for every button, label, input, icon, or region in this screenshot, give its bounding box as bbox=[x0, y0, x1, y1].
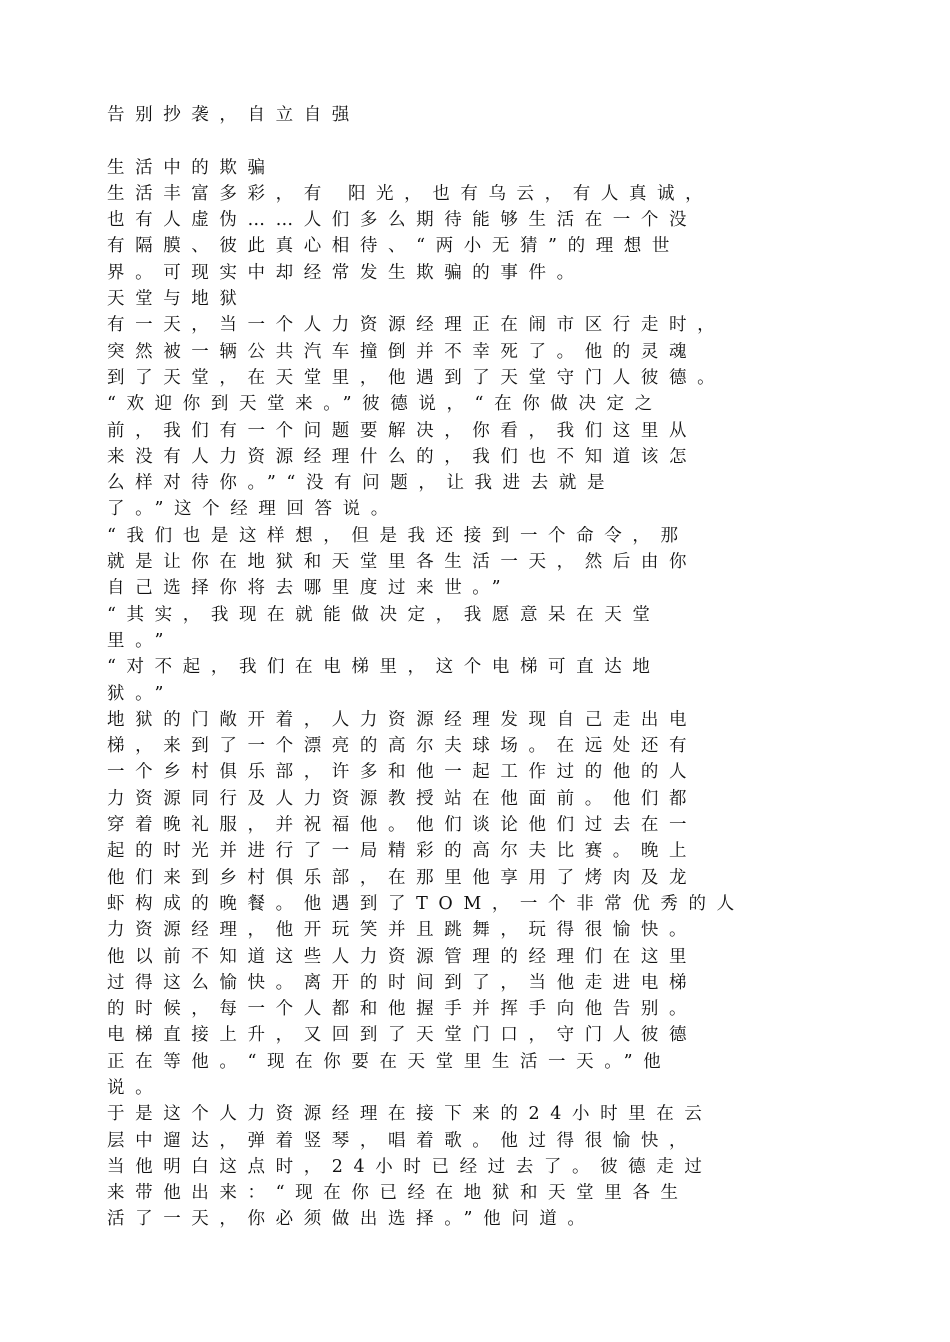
text-line: 突然被一辆公共汽车撞倒并不幸死了。他的灵魂 bbox=[107, 341, 698, 362]
text-line: 就是让你在地狱和天堂里各生活一天，然后由你 bbox=[107, 552, 698, 573]
text-line: 正在等他。“现在你要在天堂里生活一天。”他 bbox=[107, 1051, 672, 1072]
blank-line bbox=[107, 128, 847, 154]
text-line: 也有人虚伪……人们多么期待能够生活在一个没 bbox=[107, 210, 698, 231]
text-line: 力资源同行及人力资源教授站在他面前。他们都 bbox=[107, 788, 698, 809]
text-line: “我们也是这样想，但是我还接到一个命令，那 bbox=[107, 525, 689, 546]
text-line: 自己选择你将去哪里度过来世。” bbox=[107, 578, 512, 599]
text-line: 虾构成的晚餐。他遇到了TOM，一个非常优秀的人 bbox=[107, 893, 745, 914]
text-line: 一个乡村俱乐部，许多和他一起工作过的他的人 bbox=[107, 762, 698, 783]
text-line: 里。” bbox=[107, 630, 174, 651]
text-line: 过得这么愉快。离开的时间到了，当他走进电梯 bbox=[107, 972, 698, 993]
text-line: 生活丰富多彩，有 阳光，也有乌云，有人真诚， bbox=[107, 183, 714, 204]
text-line: 于是这个人力资源经理在接下来的24小时里在云 bbox=[107, 1104, 713, 1125]
text-line: 有隔膜、彼此真心相待、“两小无猜”的理想世 bbox=[107, 236, 680, 257]
text-line: 活了一天，你必须做出选择。”他问道。 bbox=[107, 1209, 596, 1230]
text-line: “对不起，我们在电梯里，这个电梯可直达地 bbox=[107, 657, 661, 678]
text-line: 电梯直接上升，又回到了天堂门口，守门人彼德 bbox=[107, 1025, 698, 1046]
text-line: “欢迎你到天堂来。”彼德说，“在你做决定之 bbox=[107, 394, 663, 415]
text-line: 有一天，当一个人力资源经理正在闹市区行走时， bbox=[107, 315, 726, 336]
text-line: 地狱的门敞开着，人力资源经理发现自己走出电 bbox=[107, 709, 698, 730]
text-line: 狱。” bbox=[107, 683, 174, 704]
section-heading: 生活中的欺骗 bbox=[107, 157, 276, 178]
section-heading: 天堂与地狱 bbox=[107, 289, 248, 310]
text-line: 他以前不知道这些人力资源管理的经理们在这里 bbox=[107, 946, 698, 967]
text-line: 层中遛达，弹着竖琴，唱着歌。他过得很愉快， bbox=[107, 1130, 698, 1151]
text-line: 的时候，每一个人都和他握手并挥手向他告别。 bbox=[107, 999, 698, 1020]
text-line: 前，我们有一个问题要解决，你看，我们这里从 bbox=[107, 420, 698, 441]
text-line: “其实，我现在就能做决定，我愿意呆在天堂 bbox=[107, 604, 661, 625]
text-line: 界。可现实中却经常发生欺骗的事件。 bbox=[107, 262, 585, 283]
text-line: 当他明白这点时，24小时已经过去了。彼德走过 bbox=[107, 1156, 713, 1177]
document-page bbox=[107, 102, 847, 1233]
document-title: 告别抄袭，自立自强 bbox=[107, 105, 360, 125]
text-line: 穿着晚礼服，并祝福他。他们谈论他们过去在一 bbox=[107, 815, 698, 836]
text-line: 起的时光并进行了一局精彩的高尔夫比赛。晚上 bbox=[107, 841, 698, 862]
text-line: 梯，来到了一个漂亮的高尔夫球场。在远处还有 bbox=[107, 736, 698, 757]
text-line: 么样对待你。”“没有问题，让我进去就是 bbox=[107, 473, 616, 494]
text-line: 力资源经理，他开玩笑并且跳舞，玩得很愉快。 bbox=[107, 920, 698, 941]
text-line: 了。”这个经理回答说。 bbox=[107, 499, 399, 520]
text-line: 说。 bbox=[107, 1077, 164, 1098]
text-line: 到了天堂，在天堂里，他遇到了天堂守门人彼德。 bbox=[107, 367, 726, 388]
text-line: 来没有人力资源经理什么的，我们也不知道该怎 bbox=[107, 446, 698, 467]
text-line: 来带他出来：“现在你已经在地狱和天堂里各生 bbox=[107, 1183, 689, 1204]
text-line: 他们来到乡村俱乐部，在那里他享用了烤肉及龙 bbox=[107, 867, 698, 888]
